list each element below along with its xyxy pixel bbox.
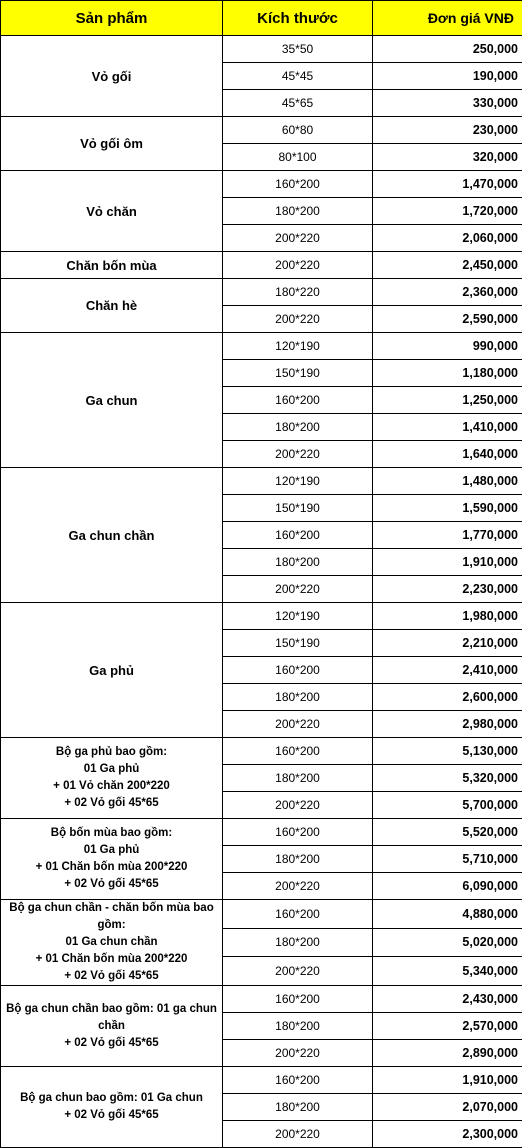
price-cell: 1,410,000 <box>373 414 522 441</box>
size-cell: 160*200 <box>223 657 373 684</box>
product-cell <box>1 279 223 333</box>
product-name-line: 01 Ga phủ <box>5 761 218 778</box>
price-cell: 2,300,000 <box>373 1121 522 1148</box>
product-name-line: 01 Ga phủ <box>5 842 218 859</box>
table-row <box>1 603 522 630</box>
size-cell: 150*190 <box>223 360 373 387</box>
product-name-line: + 01 Chăn bốn mùa 200*220 <box>5 859 218 876</box>
product-name-line: Ga chun <box>85 393 137 408</box>
product-cell <box>1 333 223 468</box>
size-cell: 160*200 <box>223 738 373 765</box>
size-cell: 120*190 <box>223 468 373 495</box>
table-row <box>1 468 522 495</box>
size-cell: 180*200 <box>223 684 373 711</box>
size-cell: 45*45 <box>223 63 373 90</box>
product-cell <box>1 36 223 117</box>
size-cell: 180*200 <box>223 765 373 792</box>
product-cell <box>1 603 223 738</box>
size-cell: 160*200 <box>223 819 373 846</box>
size-cell: 200*220 <box>223 252 373 279</box>
size-cell: 160*200 <box>223 387 373 414</box>
size-cell: 80*100 <box>223 144 373 171</box>
price-cell: 2,070,000 <box>373 1094 522 1121</box>
product-cell <box>1 117 223 171</box>
size-cell: 150*190 <box>223 495 373 522</box>
product-cell <box>1 819 223 900</box>
size-cell: 160*200 <box>223 1067 373 1094</box>
price-cell: 5,130,000 <box>373 738 522 765</box>
product-name-line: Bộ ga chun chần - chăn bốn mùa bao gồm: <box>5 900 218 934</box>
table-row <box>1 333 522 360</box>
size-cell: 60*80 <box>223 117 373 144</box>
header-row <box>1 1 522 36</box>
product-name-line: Bộ ga chun bao gồm: 01 Ga chun <box>5 1090 218 1107</box>
price-cell: 2,210,000 <box>373 630 522 657</box>
product-name-line: Bộ ga chun chần bao gồm: 01 ga chun chần <box>5 1001 218 1035</box>
price-cell: 1,720,000 <box>373 198 522 225</box>
size-cell: 160*200 <box>223 900 373 929</box>
table-row <box>1 171 522 198</box>
table-body <box>1 36 522 1148</box>
price-cell: 330,000 <box>373 90 522 117</box>
table-header <box>1 1 522 36</box>
size-cell: 160*200 <box>223 986 373 1013</box>
product-name-line: Chăn bốn mùa <box>66 258 156 273</box>
product-name-line: Chăn hè <box>86 298 137 313</box>
size-cell: 180*200 <box>223 1094 373 1121</box>
price-cell: 1,250,000 <box>373 387 522 414</box>
price-cell: 2,360,000 <box>373 279 522 306</box>
price-cell: 2,600,000 <box>373 684 522 711</box>
size-cell: 200*220 <box>223 873 373 900</box>
product-name-line: + 02 Vỏ gối 45*65 <box>5 1035 218 1052</box>
size-cell: 180*200 <box>223 846 373 873</box>
table-row <box>1 252 522 279</box>
size-cell: 200*220 <box>223 225 373 252</box>
table-row <box>1 819 522 846</box>
size-cell: 180*200 <box>223 1013 373 1040</box>
price-cell: 5,710,000 <box>373 846 522 873</box>
product-name-line: Bộ ga phủ bao gồm: <box>5 744 218 761</box>
size-cell: 150*190 <box>223 630 373 657</box>
product-name-line: Bộ bốn mùa bao gồm: <box>5 825 218 842</box>
product-name-line: Vỏ chăn <box>86 204 137 219</box>
price-cell: 1,480,000 <box>373 468 522 495</box>
table-row <box>1 279 522 306</box>
size-cell: 200*220 <box>223 576 373 603</box>
price-cell: 250,000 <box>373 36 522 63</box>
size-cell: 180*200 <box>223 198 373 225</box>
price-cell: 5,700,000 <box>373 792 522 819</box>
price-cell: 1,980,000 <box>373 603 522 630</box>
size-cell: 200*220 <box>223 792 373 819</box>
product-name-line: 01 Ga chun chần <box>5 934 218 951</box>
price-cell: 2,060,000 <box>373 225 522 252</box>
product-cell <box>1 1067 223 1148</box>
price-cell: 6,090,000 <box>373 873 522 900</box>
price-cell: 1,640,000 <box>373 441 522 468</box>
price-cell: 2,230,000 <box>373 576 522 603</box>
product-name-line: Vỏ gối <box>92 69 132 84</box>
price-cell: 1,770,000 <box>373 522 522 549</box>
price-cell: 990,000 <box>373 333 522 360</box>
product-cell <box>1 738 223 819</box>
price-cell: 5,520,000 <box>373 819 522 846</box>
product-cell <box>1 252 223 279</box>
price-cell: 190,000 <box>373 63 522 90</box>
price-cell: 1,470,000 <box>373 171 522 198</box>
price-cell: 2,450,000 <box>373 252 522 279</box>
table-row <box>1 117 522 144</box>
size-cell: 45*65 <box>223 90 373 117</box>
size-cell: 200*220 <box>223 1121 373 1148</box>
price-cell: 2,410,000 <box>373 657 522 684</box>
price-cell: 5,320,000 <box>373 765 522 792</box>
price-cell: 5,020,000 <box>373 928 522 957</box>
price-cell: 1,910,000 <box>373 1067 522 1094</box>
table-row <box>1 738 522 765</box>
product-name-line: + 02 Vỏ gối 45*65 <box>5 1107 218 1124</box>
size-cell: 120*190 <box>223 333 373 360</box>
size-cell: 200*220 <box>223 711 373 738</box>
product-cell <box>1 900 223 986</box>
table-row <box>1 1067 522 1094</box>
product-cell <box>1 468 223 603</box>
price-cell: 1,590,000 <box>373 495 522 522</box>
price-cell: 1,180,000 <box>373 360 522 387</box>
table-row <box>1 36 522 63</box>
size-cell: 180*200 <box>223 549 373 576</box>
price-cell: 2,570,000 <box>373 1013 522 1040</box>
price-cell: 5,340,000 <box>373 957 522 986</box>
product-cell <box>1 986 223 1067</box>
size-cell: 35*50 <box>223 36 373 63</box>
size-cell: 180*200 <box>223 414 373 441</box>
size-cell: 120*190 <box>223 603 373 630</box>
header-size: Kích thước <box>223 1 373 36</box>
size-cell: 200*220 <box>223 1040 373 1067</box>
product-name-line: + 02 Vỏ gối 45*65 <box>5 795 218 812</box>
size-cell: 180*200 <box>223 928 373 957</box>
size-cell: 180*220 <box>223 279 373 306</box>
price-cell: 2,980,000 <box>373 711 522 738</box>
price-cell: 2,430,000 <box>373 986 522 1013</box>
product-name-line: Ga chun chần <box>69 528 155 543</box>
size-cell: 200*220 <box>223 957 373 986</box>
header-price: Đơn giá VNĐ <box>373 1 522 36</box>
table-row <box>1 986 522 1013</box>
price-cell: 230,000 <box>373 117 522 144</box>
product-name-line: Vỏ gối ôm <box>80 136 143 151</box>
size-cell: 200*220 <box>223 306 373 333</box>
price-cell: 4,880,000 <box>373 900 522 929</box>
product-name-line: Ga phủ <box>89 663 134 678</box>
product-name-line: + 02 Vỏ gối 45*65 <box>5 876 218 893</box>
size-cell: 160*200 <box>223 171 373 198</box>
price-cell: 1,910,000 <box>373 549 522 576</box>
product-name-line: + 01 Chăn bốn mùa 200*220 <box>5 951 218 968</box>
size-cell: 200*220 <box>223 441 373 468</box>
product-cell <box>1 171 223 252</box>
product-name-line: + 02 Vỏ gối 45*65 <box>5 968 218 985</box>
header-product: Sản phẩm <box>1 1 223 36</box>
size-cell: 160*200 <box>223 522 373 549</box>
price-cell: 2,590,000 <box>373 306 522 333</box>
price-cell: 320,000 <box>373 144 522 171</box>
price-cell: 2,890,000 <box>373 1040 522 1067</box>
table-row <box>1 900 522 929</box>
product-name-line: + 01 Vỏ chăn 200*220 <box>5 778 218 795</box>
